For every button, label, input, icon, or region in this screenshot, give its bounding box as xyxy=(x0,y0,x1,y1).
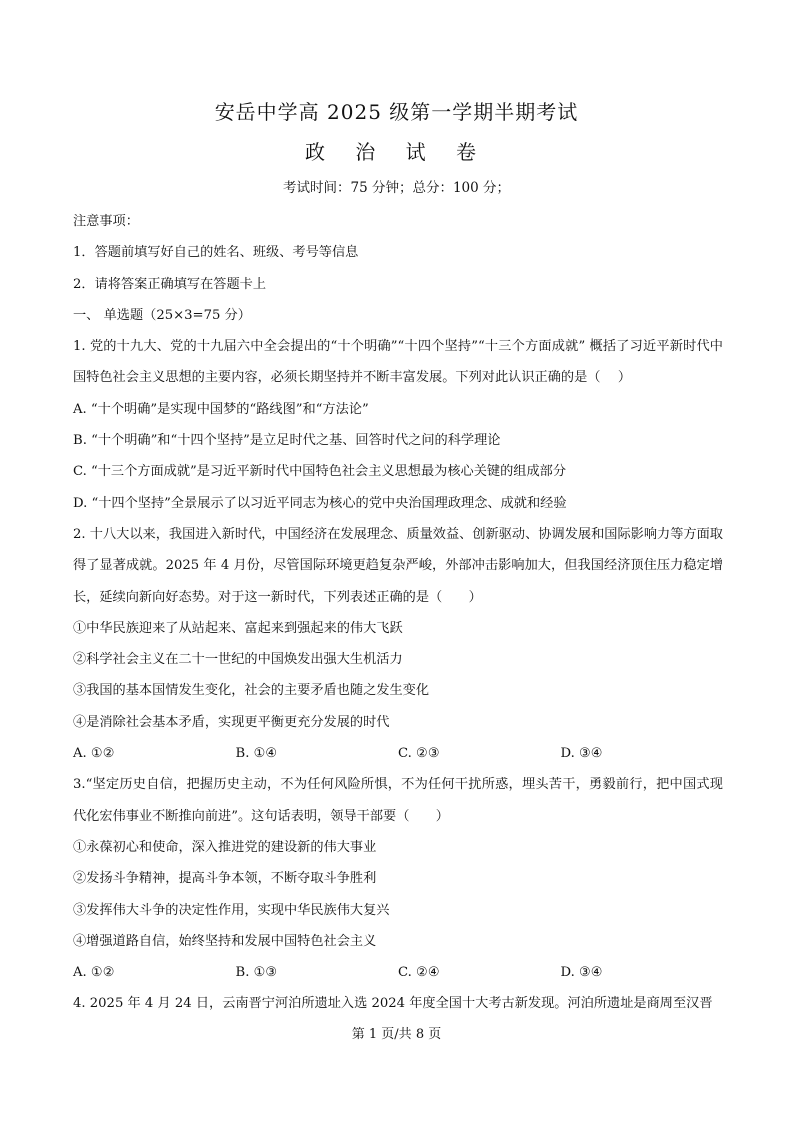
exam-title: 安岳中学高 2025 级第一学期半期考试 xyxy=(214,100,579,124)
exam-meta: 考试时间：75 分钟；总分：100 分； xyxy=(282,180,511,196)
question-2-choice-b: B. ①④ xyxy=(235,746,278,762)
page-footer: 第 1 页/共 8 页 xyxy=(351,1027,442,1042)
question-2-stem: 2. 十八大以来，我国进入新时代，中国经济在发展理念、质量效益、创新驱动、协调发展和国际影响力等方面取得了显著成就。2025 年 4 月份，尽管国际环境更趋复杂严峻，外部冲击影响加大，但我国经济顶住压力稳定增长，延续向新向好态势。对于这一新时代，下列表述正确的是（ ） xyxy=(73,526,723,605)
question-1-option-a: A. “十个明确”是实现中国梦的“路线图”和“方法论” xyxy=(73,401,369,417)
exam-content xyxy=(73,206,723,1020)
question-2-choice-d: D. ③④ xyxy=(560,746,603,762)
question-3-choices xyxy=(73,957,723,988)
question-3-item: ②发扬斗争精神，提高斗争本领，不断夺取斗争胜利 xyxy=(73,871,377,887)
question-2-item: ④是消除社会基本矛盾，实现更平衡更充分发展的时代 xyxy=(73,714,390,730)
question-3-choice-a: A. ①② xyxy=(73,965,115,981)
question-1-option-b: B. “十个明确”和“十四个坚持”是立足时代之基、回答时代之问的科学理论 xyxy=(73,433,501,449)
question-1-option-c: C. “十三个方面成就”是习近平新时代中国特色社会主义思想最为核心关键的组成部分 xyxy=(73,464,567,480)
question-1-stem: 1. 党的十九大、党的十九届六中全会提出的“十个明确”“十四个坚持”“十三个方面成就” 概括了习近平新时代中国特色社会主义思想的主要内容，必须长期坚持并不断丰富发展。下列对此认识正确的是（ ） xyxy=(73,339,723,386)
notes-heading: 注意事项： xyxy=(73,214,139,229)
note-item: 1．答题前填写好自己的姓名、班级、考号等信息 xyxy=(73,245,359,261)
note-item: 2．请将答案正确填写在答题卡上 xyxy=(73,276,267,292)
section-heading: 一、 单选题（25×3=75 分） xyxy=(73,307,251,323)
question-3-item: ④增强道路自信，始终坚持和发展中国特色社会主义 xyxy=(73,933,377,949)
question-2-item: ②科学社会主义在二十一世纪的中国焕发出强大生机活力 xyxy=(73,652,403,668)
exam-subject: 政 治 试 卷 xyxy=(304,140,489,164)
question-2-choices xyxy=(73,738,723,769)
question-3-item: ③发挥伟大斗争的决定性作用，实现中华民族伟大复兴 xyxy=(73,902,390,918)
question-1-option-d: D. “十四个坚持”全景展示了以习近平同志为核心的党中央治国理政理念、成就和经验 xyxy=(73,495,567,511)
question-3-item: ①永葆初心和使命，深入推进党的建设新的伟大事业 xyxy=(73,839,377,855)
question-3-stem: 3.“坚定历史自信，把握历史主动，不为任何风险所惧，不为任何干扰所惑，埋头苦干，勇毅前行，把中国式现代化宏伟事业不断推向前进”。这句话表明，领导干部要（ ） xyxy=(73,777,723,824)
question-2-choice-a: A. ①② xyxy=(73,746,115,762)
question-4-stem: 4. 2025 年 4 月 24 日，云南晋宁河泊所遗址入选 2024 年度全国十大考古新发现。河泊所遗址是商周至汉晋 xyxy=(73,996,713,1012)
question-2-choice-c: C. ②③ xyxy=(398,746,440,762)
question-2-item: ③我国的基本国情发生变化，社会的主要矛盾也随之发生变化 xyxy=(73,683,430,699)
question-3-choice-c: C. ②④ xyxy=(398,965,440,981)
question-2-item: ①中华民族迎来了从站起来、富起来到强起来的伟大飞跃 xyxy=(73,620,403,636)
question-3-choice-b: B. ①③ xyxy=(235,965,278,981)
question-3-choice-d: D. ③④ xyxy=(560,965,603,981)
